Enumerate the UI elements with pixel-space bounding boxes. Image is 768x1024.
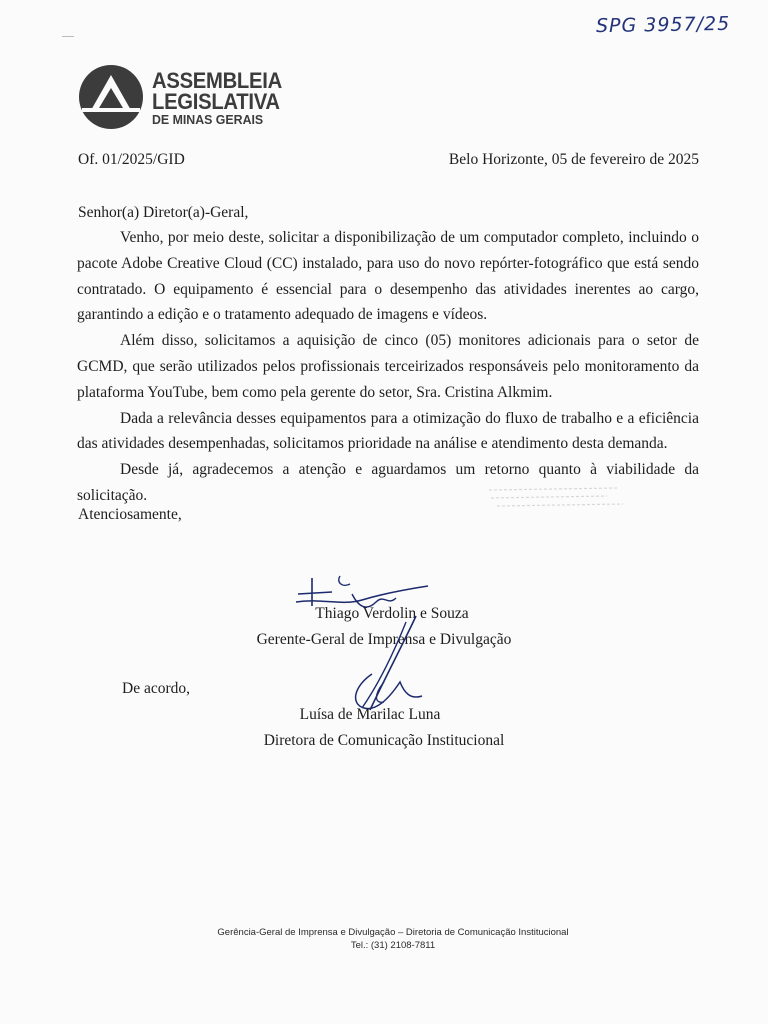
logo-line-3: DE MINAS GERAIS [152, 112, 264, 127]
body-paragraph: Além disso, solicitamos a aquisição de cinco (05) monitores adicionais para o setor de GCMD, que serão utilizados pelos profissionais terceirizados responsáveis pelo monitoramento da plataforma YouTube, bem como pela gerente do setor, Sra. Cristina Alkmim. [77, 332, 699, 401]
logo-line-1: ASSEMBLEIA [152, 68, 282, 93]
signatory-1-name: Thiago Verdolin e Souza [315, 605, 469, 622]
protocol-stamp: SPG 3957/25 [595, 12, 731, 38]
logo-line-2: LEGISLATIVA [152, 89, 280, 114]
signatory-1-role: Gerente-Geral de Imprensa e Divulgação [256, 631, 512, 648]
letter-body [77, 225, 699, 509]
body-paragraph: Dada a relevância desses equipamentos para a otimização do fluxo de trabalho e a eficiência das atividades desempenhadas, solicitamos prioridade na análise e atendimento desta demanda. [77, 409, 699, 453]
approval-note: De acordo, [122, 680, 190, 697]
logo-wordmark [152, 70, 293, 127]
signatory-2-name: Luísa de Marilac Luna [299, 706, 441, 723]
body-paragraph: Desde já, agradecemos a atenção e aguardamos um retorno quanto à viabilidade da solicitação. [77, 461, 699, 504]
closing: Atenciosamente, [78, 506, 182, 523]
footer-phone: Tel.: (31) 2108-7811 [350, 940, 436, 951]
faint-bleed-through [487, 482, 627, 512]
signatory-2-role: Diretora de Comunicação Institucional [263, 732, 505, 749]
scan-speck [62, 36, 74, 37]
salutation: Senhor(a) Diretor(a)-Geral, [78, 204, 249, 221]
body-paragraph: Venho, por meio deste, solicitar a disponibilização de um computador completo, incluindo o pacote Adobe Creative Cloud (CC) instalado, para uso do novo repórter-fotográfico que está sendo contratado. O equipamento é essencial para o desempenho das atividades inerentes ao cargo, garantindo a edição e o tratamento adequado de imagens e vídeos. [77, 229, 699, 324]
triangle-logo-icon [78, 64, 144, 130]
handwritten-signature-2 [344, 612, 434, 716]
office-reference: Of. 01/2025/GID [78, 151, 185, 168]
footer-department: Gerência-Geral de Imprensa e Divulgação – Diretoria de Comunicação Institucional [217, 927, 569, 938]
page-footer [0, 926, 768, 952]
place-date: Belo Horizonte, 05 de fevereiro de 2025 [448, 151, 699, 168]
